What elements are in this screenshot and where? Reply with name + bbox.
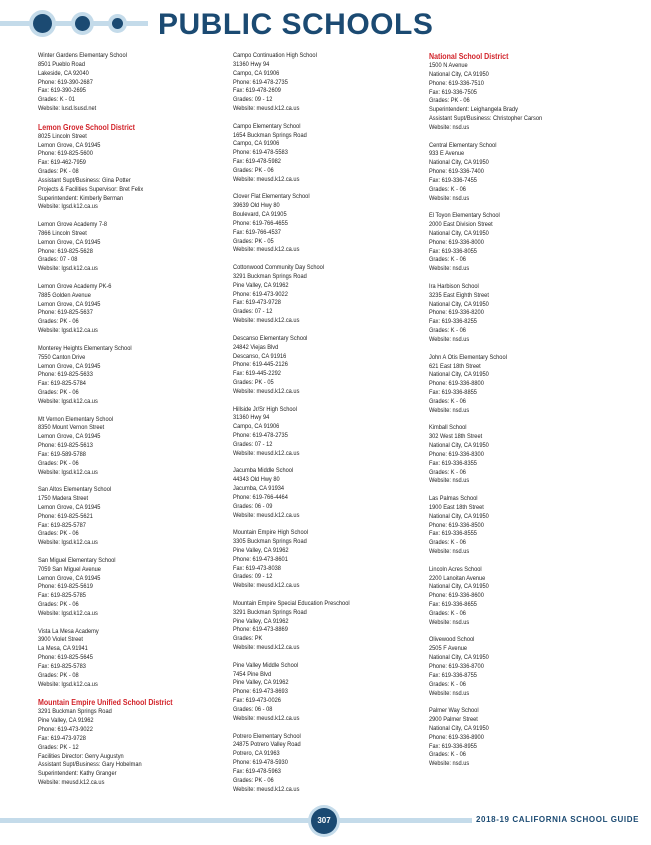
phone-line: Phone: 619-473-9022: [233, 290, 288, 298]
school-entry: [429, 636, 601, 698]
website-line: Website: meusd.k12.ca.us: [38, 779, 105, 787]
district-heading: National School District: [429, 52, 509, 61]
fax-line: Fax: 619-825-5783: [38, 663, 86, 670]
grades-line: Grades: PK - 08: [38, 168, 79, 176]
entry-line: National City, CA 91950: [429, 300, 489, 308]
website-line: Website: nsd.us: [429, 548, 470, 556]
website-line: Website: lusd.lsusd.net: [38, 105, 97, 113]
district-heading: Lemon Grove School District: [38, 122, 136, 132]
grades-line: Grades: 07 - 08: [38, 256, 78, 264]
school-name: Jacumba Middle School: [233, 467, 294, 475]
fax-line: Fax: 619-473-0026: [233, 697, 281, 705]
entry-line: 621 East 18th Street: [429, 362, 481, 370]
entry-line: National City, CA 91950: [429, 724, 489, 732]
school-entry: [233, 529, 405, 591]
entry-line: 933 E Avenue: [429, 150, 465, 158]
entry-line: National City, CA 91950: [429, 442, 489, 450]
grades-line: Grades: K - 06: [429, 539, 466, 547]
grades-line: Grades: PK - 05: [233, 237, 274, 245]
website-line: Website: lgsd.k12.ca.us: [38, 468, 98, 476]
entry-line: Pine Valley, CA 91962: [233, 546, 289, 554]
entry-line: 24842 Viejas Blvd: [233, 343, 279, 351]
phone-line: Phone: 619-473-8601: [233, 555, 288, 563]
grades-line: Grades: PK - 06: [38, 601, 79, 609]
website-line: Website: nsd.us: [429, 194, 470, 202]
grades-line: Grades: PK - 06: [38, 459, 79, 467]
phone-line: Phone: 619-473-8869: [233, 626, 288, 634]
guide-title: 2018-19 CALIFORNIA SCHOOL GUIDE: [476, 815, 640, 824]
entry-line: La Mesa, CA 91941: [38, 645, 88, 653]
fax-line: Fax: 619-825-5784: [38, 380, 86, 388]
fax-line: Fax: 619-825-5785: [38, 592, 86, 600]
header-dot-medium: [75, 16, 90, 31]
fax-line: Fax: 619-336-8655: [429, 601, 477, 609]
entry-line: Pine Valley, CA 91962: [233, 679, 289, 687]
entry-line: Lemon Grove, CA 91945: [38, 141, 101, 149]
entry-line: 3305 Buckman Springs Road: [233, 538, 307, 546]
phone-line: Phone: 619-825-5619: [38, 583, 93, 591]
school-name: San Altos Elementary School: [38, 486, 112, 494]
grades-line: Grades: K - 06: [429, 468, 466, 476]
school-name: Hillside Jr/Sr High School: [233, 405, 297, 413]
entry-line: 7885 Golden Avenue: [38, 291, 91, 299]
website-line: Website: nsd.us: [429, 123, 470, 131]
entry-line: 24875 Potrero Valley Road: [233, 741, 301, 749]
entry-line: Superintendent: Leighangela Brady: [429, 106, 518, 114]
website-line: Website: meusd.k12.ca.us: [233, 644, 300, 652]
school-entry: [38, 221, 210, 274]
school-entry: [429, 283, 601, 345]
grades-line: Grades: 07 - 12: [233, 440, 273, 448]
entry-line: 39639 Old Hwy 80: [233, 202, 280, 210]
entry-line: 1900 East 18th Street: [429, 503, 484, 511]
school-name: Descanso Elementary School: [233, 334, 308, 342]
phone-line: Phone: 619-766-4655: [233, 219, 288, 227]
entry-line: 2900 Palmer Street: [429, 716, 478, 724]
school-entry: [233, 600, 405, 653]
school-name: Campo Elementary School: [233, 122, 301, 130]
column-1: [38, 52, 210, 797]
entry-line: Pine Valley, CA 91962: [233, 281, 289, 289]
fax-line: Fax: 619-336-7455: [429, 176, 477, 184]
grades-line: Grades: K - 01: [38, 96, 75, 104]
column-3: [429, 52, 601, 778]
entry-line: Boulevard, CA 91905: [233, 211, 287, 219]
entry-line: 2200 Lanoitan Avenue: [429, 574, 486, 582]
phone-line: Phone: 619-473-8693: [233, 688, 288, 696]
website-line: Website: nsd.us: [429, 618, 470, 626]
entry-line: Facilities Director: Gerry Augustyn: [38, 752, 124, 760]
grades-line: Grades: PK - 05: [233, 379, 274, 387]
school-name: Olivewood School: [429, 636, 475, 644]
school-entry: [38, 557, 210, 619]
entry-line: Lemon Grove, CA 91945: [38, 503, 101, 511]
phone-line: Phone: 619-825-5637: [38, 309, 93, 317]
entry-line: 3291 Buckman Springs Road: [233, 272, 307, 280]
phone-line: Phone: 619-336-7510: [429, 79, 484, 87]
phone-line: Phone: 619-825-5613: [38, 442, 93, 450]
fax-line: Fax: 619-825-5787: [38, 521, 86, 529]
school-entry: [429, 142, 601, 204]
school-name: San Miguel Elementary School: [38, 556, 116, 564]
website-line: Website: nsd.us: [429, 477, 470, 485]
phone-line: Phone: 619-336-8600: [429, 592, 484, 600]
school-name: Clover Flat Elementary School: [233, 193, 310, 201]
page-footer: [0, 805, 651, 845]
fax-line: Fax: 619-462-7959: [38, 159, 86, 167]
grades-line: Grades: PK - 06: [38, 389, 79, 397]
website-line: Website: lgsd.k12.ca.us: [38, 265, 98, 273]
page-number: 307: [317, 816, 331, 825]
fax-line: Fax: 619-336-8755: [429, 671, 477, 679]
grades-line: Grades: PK - 06: [233, 776, 274, 784]
grades-line: Grades: PK - 06: [38, 318, 79, 326]
page-number-badge: [311, 808, 337, 834]
entry-line: Campo, CA 91906: [233, 423, 280, 431]
school-name: Mt Vernon Elementary School: [38, 415, 114, 423]
website-line: Website: meusd.k12.ca.us: [233, 387, 300, 395]
school-entry: [38, 416, 210, 478]
fax-line: Fax: 619-589-5788: [38, 450, 86, 458]
school-name: Cottonwood Community Day School: [233, 264, 325, 272]
website-line: Website: nsd.us: [429, 265, 470, 273]
entry-line: 3291 Buckman Springs Road: [38, 708, 112, 716]
page-title: PUBLIC SCHOOLS: [158, 8, 434, 41]
grades-line: Grades: K - 06: [429, 751, 466, 759]
website-line: Website: lgsd.k12.ca.us: [38, 609, 98, 617]
website-line: Website: nsd.us: [429, 336, 470, 344]
fax-line: Fax: 619-766-4537: [233, 228, 281, 236]
district-heading: Mountain Empire Unified School District: [38, 698, 173, 708]
phone-line: Phone: 619-445-2126: [233, 361, 288, 369]
entry-line: National City, CA 91950: [429, 512, 489, 520]
school-name: Monterey Heights Elementary School: [38, 344, 132, 352]
school-entry: [429, 424, 601, 486]
fax-line: Fax: 619-336-8955: [429, 742, 477, 750]
phone-line: Phone: 619-825-5621: [38, 512, 93, 520]
fax-line: Fax: 619-390-2695: [38, 87, 86, 95]
entry-line: National City, CA 91950: [429, 229, 489, 237]
entry-line: 44343 Old Hwy 80: [233, 476, 280, 484]
school-entry: [233, 264, 405, 326]
entry-line: 8350 Mount Vernon Street: [38, 424, 105, 432]
school-name: Ira Harbison School: [429, 282, 479, 290]
school-entry: [429, 495, 601, 557]
entry-line: 3291 Buckman Springs Road: [233, 608, 307, 616]
school-name: Mountain Empire High School: [233, 529, 309, 537]
entry-line: Campo, CA 91906: [233, 140, 280, 148]
school-name: Las Palmas School: [429, 495, 478, 503]
school-entry: [233, 662, 405, 724]
grades-line: Grades: 09 - 12: [233, 573, 273, 581]
fax-line: Fax: 619-336-8355: [429, 459, 477, 467]
entry-line: 7550 Canton Drive: [38, 353, 86, 361]
phone-line: Phone: 619-478-5583: [233, 149, 288, 157]
entry-line: Lemon Grove, CA 91945: [38, 362, 101, 370]
entry-line: 8501 Pueblo Road: [38, 60, 85, 68]
entry-line: National City, CA 91950: [429, 583, 489, 591]
phone-line: Phone: 619-766-4464: [233, 493, 288, 501]
guide-title-box: [472, 813, 651, 827]
phone-line: Phone: 619-336-7400: [429, 168, 484, 176]
entry-line: 8025 Lincoln Street: [38, 132, 87, 140]
school-entry: [233, 467, 405, 520]
entry-line: 31360 Hwy 94: [233, 60, 270, 68]
website-line: Website: lgsd.k12.ca.us: [38, 539, 98, 547]
website-line: Website: lgsd.k12.ca.us: [38, 327, 98, 335]
entry-line: Projects & Facilities Supervisor: Bret Felix: [38, 185, 144, 193]
school-entry: [429, 707, 601, 769]
entry-line: Superintendent: Kimberly Berman: [38, 194, 124, 202]
phone-line: Phone: 619-478-5930: [233, 759, 288, 767]
school-entry: [233, 193, 405, 255]
entry-line: 7866 Lincoln Street: [38, 229, 87, 237]
phone-line: Phone: 619-336-8800: [429, 380, 484, 388]
entry-line: 3900 Violet Street: [38, 636, 83, 644]
grades-line: Grades: PK - 08: [38, 671, 79, 679]
school-name: Central Elementary School: [429, 141, 497, 149]
school-entry: [38, 628, 210, 690]
phone-line: Phone: 619-825-5633: [38, 371, 93, 379]
entry-line: Lakeside, CA 92040: [38, 69, 89, 77]
fax-line: Fax: 619-473-9728: [38, 734, 86, 742]
website-line: Website: nsd.us: [429, 406, 470, 414]
phone-line: Phone: 619-825-5645: [38, 654, 93, 662]
fax-line: Fax: 619-336-8055: [429, 247, 477, 255]
entry-line: Jacumba, CA 91934: [233, 485, 285, 493]
phone-line: Phone: 619-336-8300: [429, 450, 484, 458]
website-line: Website: nsd.us: [429, 689, 470, 697]
school-entry: [38, 52, 210, 114]
entry-line: National City, CA 91950: [429, 70, 489, 78]
phone-line: Phone: 619-478-2735: [233, 432, 288, 440]
school-name: Lincoln Acres School: [429, 565, 482, 573]
school-entry: [429, 354, 601, 416]
phone-line: Phone: 619-478-2735: [233, 78, 288, 86]
website-line: Website: meusd.k12.ca.us: [233, 175, 300, 183]
entry-line: Assistant Supt/Business: Christopher Carson: [429, 115, 543, 123]
school-entry: [233, 406, 405, 459]
fax-line: Fax: 619-478-2609: [233, 87, 281, 95]
school-entry: [38, 283, 210, 336]
entry-line: Lemon Grove, CA 91945: [38, 300, 101, 308]
fax-line: Fax: 619-478-5963: [233, 767, 281, 775]
entry-line: 2000 East Division Street: [429, 221, 493, 229]
grades-line: Grades: PK - 06: [233, 166, 274, 174]
fax-line: Fax: 619-473-9728: [233, 299, 281, 307]
grades-line: Grades: PK - 06: [38, 530, 79, 538]
entry-line: National City, CA 91950: [429, 654, 489, 662]
school-entry: [38, 486, 210, 548]
entry-line: Assistant Supt/Business: Gary Hobelman: [38, 761, 142, 769]
entry-line: Lemon Grove, CA 91945: [38, 574, 101, 582]
website-line: Website: lgsd.k12.ca.us: [38, 203, 98, 211]
entry-line: Lemon Grove, CA 91945: [38, 238, 101, 246]
school-name: John A Otis Elementary School: [429, 353, 507, 361]
website-line: Website: meusd.k12.ca.us: [233, 785, 300, 793]
website-line: Website: meusd.k12.ca.us: [233, 105, 300, 113]
phone-line: Phone: 619-336-8200: [429, 309, 484, 317]
entry-line: Descanso, CA 91916: [233, 352, 287, 360]
phone-line: Phone: 619-336-8700: [429, 663, 484, 670]
entry-line: National City, CA 91950: [429, 371, 489, 379]
title-box: [148, 4, 651, 46]
grades-line: Grades: 07 - 12: [233, 308, 273, 316]
entry-line: Pine Valley, CA 91962: [38, 717, 94, 725]
grades-line: Grades: K - 06: [429, 397, 466, 405]
fax-line: Fax: 619-478-5982: [233, 158, 281, 166]
entry-line: Potrero, CA 91963: [233, 750, 280, 758]
entry-line: Pine Valley, CA 91962: [233, 617, 289, 625]
district-entry: [429, 52, 601, 133]
school-name: Lemon Grove Academy 7-8: [38, 221, 108, 229]
school-name: Palmer Way School: [429, 707, 479, 715]
page-header: [0, 0, 651, 50]
phone-line: Phone: 619-825-5600: [38, 150, 93, 158]
phone-line: Phone: 619-336-8000: [429, 238, 484, 246]
header-dot-large: [33, 14, 52, 33]
entry-line: 302 West 18th Street: [429, 433, 483, 441]
grades-line: Grades: PK - 12: [38, 743, 79, 751]
entry-line: Campo, CA 91906: [233, 69, 280, 77]
phone-line: Phone: 619-336-8500: [429, 521, 484, 529]
district-entry: [38, 123, 210, 213]
phone-line: Phone: 619-473-9022: [38, 726, 93, 734]
grades-line: Grades: 06 - 09: [233, 502, 273, 510]
entry-line: 1750 Madera Street: [38, 495, 89, 503]
website-line: Website: meusd.k12.ca.us: [233, 317, 300, 325]
grades-line: Grades: K - 06: [429, 256, 466, 264]
school-entry: [38, 345, 210, 407]
entry-line: 7059 San Miguel Avenue: [38, 565, 101, 573]
school-name: Potrero Elementary School: [233, 732, 301, 740]
website-line: Website: meusd.k12.ca.us: [233, 246, 300, 254]
fax-line: Fax: 619-336-8555: [429, 530, 477, 538]
entry-line: 1654 Buckman Springs Road: [233, 131, 307, 139]
fax-line: Fax: 619-336-7505: [429, 88, 477, 96]
website-line: Website: meusd.k12.ca.us: [233, 449, 300, 457]
phone-line: Phone: 619-825-5628: [38, 247, 93, 255]
website-line: Website: lgsd.k12.ca.us: [38, 397, 98, 405]
school-entry: [429, 566, 601, 628]
school-entry: [233, 733, 405, 795]
school-name: Lemon Grove Academy PK-6: [38, 282, 112, 290]
website-line: Website: meusd.k12.ca.us: [233, 582, 300, 590]
website-line: Website: meusd.k12.ca.us: [233, 511, 300, 519]
grades-line: Grades: K - 06: [429, 609, 466, 617]
entry-line: Assistant Supt/Business: Gina Potter: [38, 176, 131, 184]
fax-line: Fax: 619-445-2292: [233, 370, 281, 378]
grades-line: Grades: 06 - 08: [233, 706, 273, 714]
entry-line: 1500 N Avenue: [429, 62, 468, 69]
grades-line: Grades: PK - 06: [429, 97, 470, 105]
grades-line: Grades: PK: [233, 635, 263, 643]
school-name: Vista La Mesa Academy: [38, 627, 99, 635]
school-name: El Toyon Elementary School: [429, 212, 500, 220]
fax-line: Fax: 619-336-8255: [429, 318, 477, 326]
phone-line: Phone: 619-336-8900: [429, 733, 484, 741]
school-name: Campo Continuation High School: [233, 52, 317, 59]
fax-line: Fax: 619-473-8038: [233, 564, 281, 572]
school-name: Mountain Empire Special Education Preschool: [233, 599, 350, 607]
entry-line: National City, CA 91950: [429, 159, 489, 167]
school-entry: [233, 335, 405, 397]
school-entry: [233, 123, 405, 185]
header-dot-small: [112, 18, 123, 29]
entry-line: 2505 F Avenue: [429, 645, 468, 653]
website-line: Website: nsd.us: [429, 760, 470, 768]
grades-line: Grades: K - 06: [429, 327, 466, 335]
grades-line: Grades: 09 - 12: [233, 96, 273, 104]
entry-line: Lemon Grove, CA 91945: [38, 433, 101, 441]
district-entry: [38, 698, 210, 788]
school-entry: [233, 52, 405, 114]
website-line: Website: lgsd.k12.ca.us: [38, 680, 98, 688]
column-2: [233, 52, 405, 803]
entry-line: 7454 Pine Blvd: [233, 670, 272, 678]
school-name: Winter Gardens Elementary School: [38, 52, 127, 59]
entry-line: 31360 Hwy 94: [233, 414, 270, 422]
phone-line: Phone: 619-390-2687: [38, 78, 93, 86]
entry-line: Superintendent: Kathy Granger: [38, 770, 117, 778]
website-line: Website: meusd.k12.ca.us: [233, 714, 300, 722]
entry-line: 3235 East Eighth Street: [429, 291, 489, 299]
school-name: Kimball School: [429, 424, 467, 432]
school-name: Pine Valley Middle School: [233, 661, 299, 669]
grades-line: Grades: K - 06: [429, 680, 466, 688]
school-entry: [429, 212, 601, 274]
grades-line: Grades: K - 06: [429, 185, 466, 193]
fax-line: Fax: 619-336-8855: [429, 389, 477, 397]
